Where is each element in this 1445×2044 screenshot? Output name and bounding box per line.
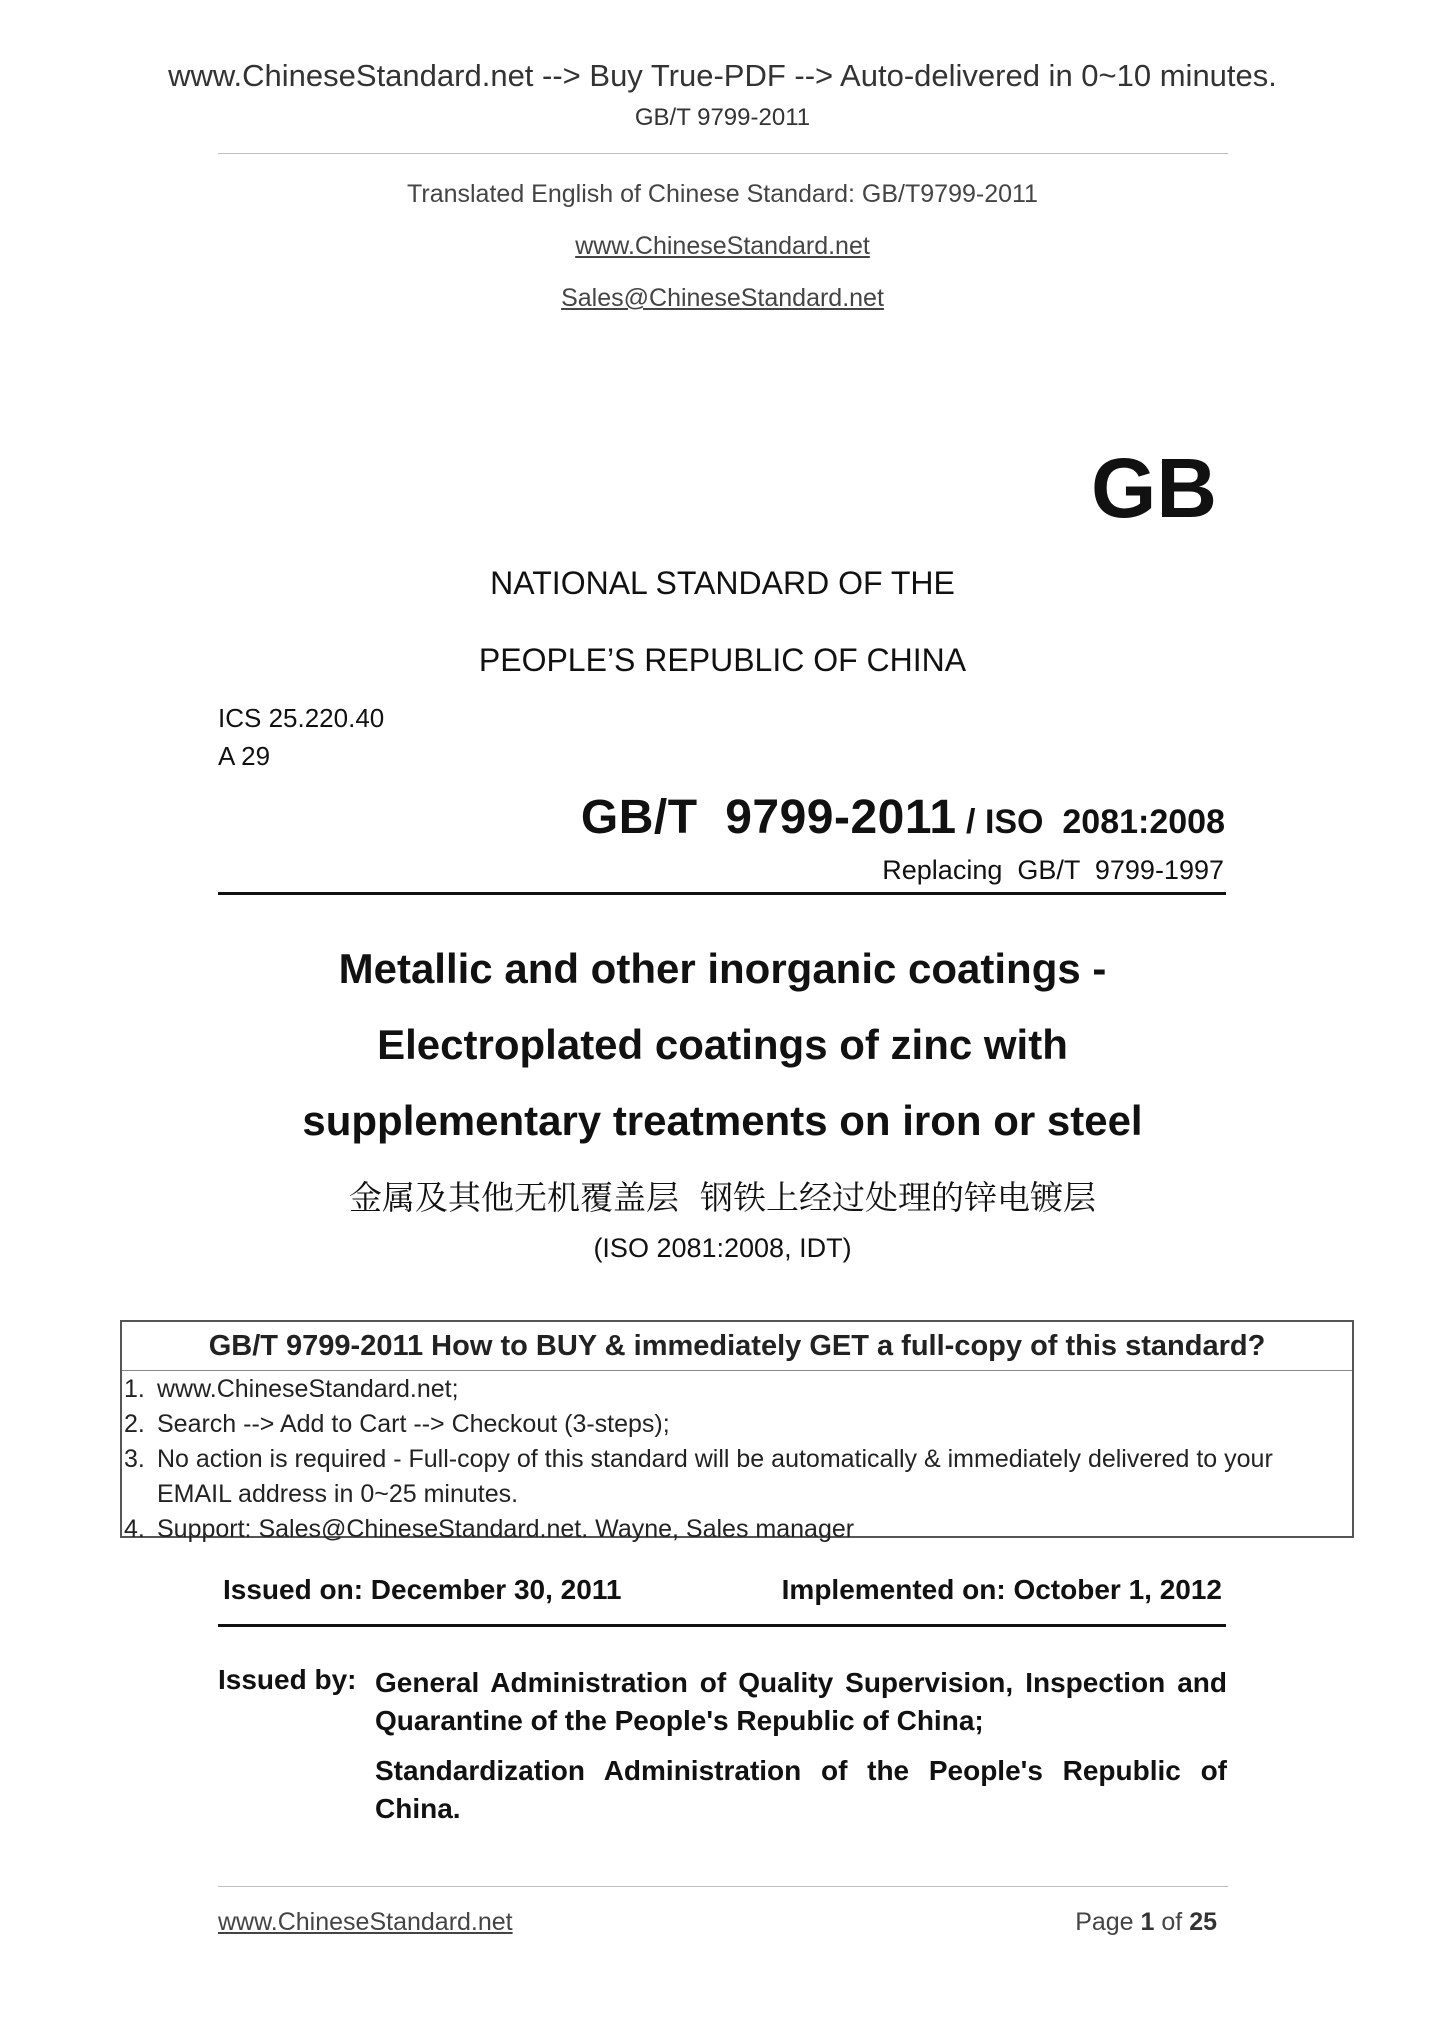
buy-step-number: 3. — [124, 1445, 145, 1473]
chinese-title: 金属及其他无机覆盖层 钢铁上经过处理的锌电镀层 — [349, 1178, 1096, 1217]
buy-step-text: No action is required - Full-copy of this standard will be automatically & immediately delivered to your EMAIL address in 0~25 minutes. — [157, 1445, 1273, 1508]
buy-step-number: 1. — [124, 1375, 145, 1403]
buy-steps-list — [122, 1372, 1352, 1547]
translation-title: Translated English of Chinese Standard: GB/T9799-2011 — [407, 180, 1038, 208]
buy-step-number: 4. — [124, 1515, 145, 1543]
header-doc-code: GB/T 9799-2011 — [634, 104, 811, 131]
ccs-code: A 29 — [218, 741, 271, 771]
page-indicator — [1075, 1908, 1217, 1937]
footer-website-link[interactable]: www.ChineseStandard.net — [218, 1908, 513, 1936]
standard-iso-separator: / — [956, 803, 985, 841]
replacing-standard: Replacing GB/T 9799-1997 — [882, 855, 1224, 885]
buy-step-text: Search --> Add to Cart --> Checkout (3-steps); — [157, 1410, 670, 1438]
standard-number-main: GB/T 9799-2011 — [580, 791, 957, 844]
issuer-aqsiq: General Administration of Quality Supervision, Inspection and Quarantine of the People's Republic of China; — [375, 1667, 1227, 1736]
document-title-line-1: Metallic and other inorganic coatings - — [338, 945, 1107, 992]
issuer-sac: Standardization Administration of the People's Republic of China. — [375, 1755, 1227, 1824]
buy-step-2 — [122, 1407, 1352, 1442]
document-title-line-2: Electroplated coatings of zinc with — [377, 1021, 1068, 1068]
iso-idt-note: (ISO 2081:2008, IDT) — [593, 1233, 852, 1263]
issued-on-date: Issued on: December 30, 2011 — [223, 1574, 622, 1605]
buy-step-text: www.ChineseStandard.net; — [157, 1375, 459, 1403]
standard-iso-number: ISO 2081:2008 — [984, 803, 1225, 841]
header-divider — [218, 153, 1228, 154]
buy-step-text: Support: Sales@ChineseStandard.net. Wayne, Sales manager — [157, 1515, 855, 1543]
issued-by-label: Issued by: — [218, 1664, 357, 1695]
translation-website-link[interactable]: www.ChineseStandard.net — [575, 232, 870, 260]
standard-number — [581, 790, 1225, 845]
translation-website-row — [0, 232, 1445, 261]
buy-instructions-box — [120, 1320, 1354, 1543]
ics-code: ICS 25.220.40 — [218, 703, 385, 733]
buy-step-number: 2. — [124, 1410, 145, 1438]
national-standard-line1: NATIONAL STANDARD OF THE — [490, 565, 955, 601]
gb-mark: GB — [1091, 441, 1217, 535]
header-banner: www.ChineseStandard.net --> Buy True-PDF --> Auto-delivered in 0~10 minutes. — [168, 58, 1277, 93]
page-of: of — [1154, 1908, 1190, 1936]
dates-divider — [218, 1624, 1226, 1627]
footer-divider — [218, 1886, 1228, 1887]
buy-box-rule — [122, 1370, 1352, 1371]
buy-step-1 — [122, 1372, 1352, 1407]
document-title-line-3: supplementary treatments on iron or steel — [302, 1097, 1143, 1144]
implemented-on-date: Implemented on: October 1, 2012 — [781, 1574, 1222, 1605]
buy-box-title: GB/T 9799-2011 How to BUY & immediately GET a full-copy of this standard? — [208, 1330, 1266, 1362]
page-current: 1 — [1140, 1908, 1155, 1936]
translation-email-link[interactable]: Sales@ChineseStandard.net — [561, 284, 884, 312]
translation-email-row — [0, 284, 1445, 313]
buy-step-4 — [122, 1512, 1352, 1547]
page-prefix: Page — [1075, 1908, 1141, 1936]
page-total: 25 — [1189, 1908, 1217, 1936]
title-divider — [218, 892, 1226, 895]
buy-step-3 — [122, 1442, 1352, 1512]
national-standard-line2: PEOPLE’S REPUBLIC OF CHINA — [478, 642, 967, 678]
